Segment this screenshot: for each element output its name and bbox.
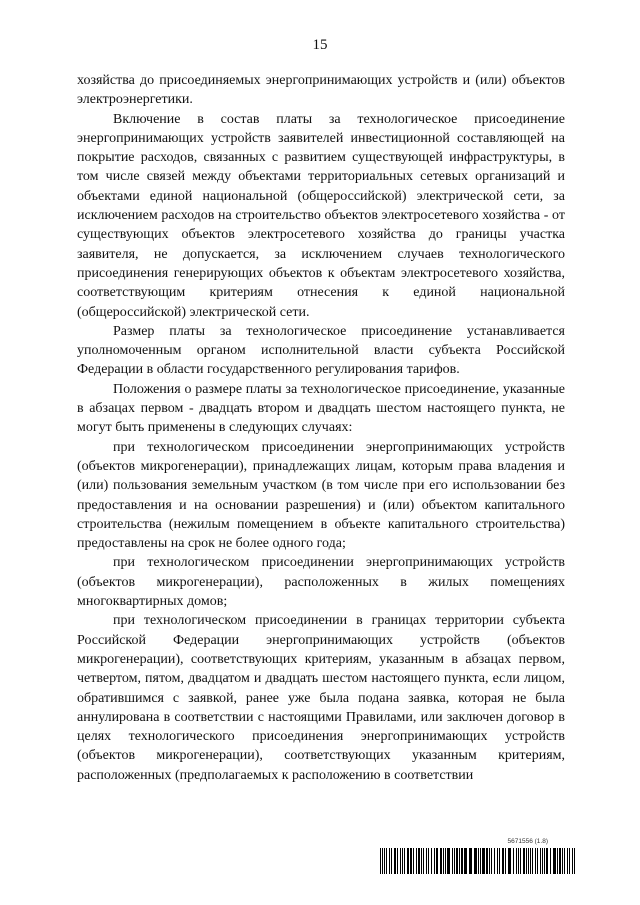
barcode-bar: [535, 848, 536, 874]
barcode-bar: [384, 848, 385, 874]
barcode-bar: [567, 848, 568, 874]
paragraph-6: при технологическом присоединении энергопринимающих устройств (объектов микрогенерации), расположенных в жилых помещениях многоквартирных домов;: [77, 555, 565, 610]
barcode-bar: [469, 848, 472, 874]
paragraph-3: Размер платы за технологическое присоединение устанавливается уполномоченным органом исполнительной власти субъекта Российской Федерации в области государственного регулирования тарифов.: [77, 323, 565, 378]
barcode-bar: [499, 848, 500, 874]
barcode-bar: [382, 848, 383, 874]
barcode-bar: [447, 848, 450, 874]
barcode-bar: [532, 848, 533, 874]
page-number: 15: [312, 37, 328, 53]
barcode-bar: [520, 848, 521, 874]
barcode-bar: [431, 848, 432, 874]
barcode-bar: [423, 848, 424, 874]
barcode-bar: [421, 848, 422, 874]
barcode-bar: [426, 848, 427, 874]
barcode-bar: [544, 848, 545, 874]
barcode-bar: [410, 848, 412, 874]
barcode-bar: [461, 848, 463, 874]
barcode-bar: [480, 848, 481, 874]
barcode-bar: [491, 848, 492, 874]
barcode-bar: [380, 848, 381, 874]
barcode-bar: [523, 848, 525, 874]
barcode-bar: [572, 848, 573, 874]
barcode-bar: [413, 848, 414, 874]
barcode-bar: [553, 848, 556, 874]
barcode-bar: [454, 848, 455, 874]
barcode-bar: [497, 848, 498, 874]
paragraph-4: Положения о размере платы за технологическое присоединение, указанные в абзацах первом - двадцать втором и двадцать шестом настоящего пункта, не могут быть применены в следующих случаях:: [77, 381, 565, 436]
barcode-bar: [513, 848, 514, 874]
barcode-bar: [482, 848, 485, 874]
barcode-bar: [443, 848, 444, 874]
barcode-bar: [564, 848, 565, 874]
barcode-bar: [542, 848, 543, 874]
barcode-bar: [445, 848, 446, 874]
barcode-bar: [394, 848, 396, 874]
barcode-bar: [546, 848, 548, 874]
barcode-bar: [400, 848, 401, 874]
barcode-bar: [502, 848, 504, 874]
barcode-bar: [452, 848, 453, 874]
barcode-bar: [434, 848, 435, 874]
barcode-bar: [386, 848, 387, 874]
paragraph-7: при технологическом присоединении в границах территории субъекта Российской Федерации энергопринимающих устройств (объектов микрогенерации), соответствующих критериям, указанным в абзацах первом, четвертом, пятом, двадцатом и двадцать шестом настоящего пункта, если лицом, обратившимся с заявкой, ранее уже была подана заявка, которая не была аннулирована в соответствии с настоящими Правилами, или заключен договор в целях технологического присоединения энергопринимающих устройств (объектов микрогенерации), соответствующих указанным критериям, расположенных (предполагаемых к расположению в соответствии: [77, 613, 565, 783]
barcode-bar: [397, 848, 398, 874]
document-code: 5671556 (1.8): [507, 838, 548, 845]
barcode-bar: [407, 848, 409, 874]
barcode-bar: [494, 848, 495, 874]
barcode-bar: [505, 848, 506, 874]
barcode-bar: [456, 848, 458, 874]
body-text: [77, 71, 565, 785]
barcode-bar: [528, 848, 529, 874]
barcode-bar: [478, 848, 479, 874]
barcode-bar: [389, 848, 390, 874]
barcode-bar: [436, 848, 438, 874]
barcode-bar: [474, 848, 477, 874]
barcode-bar: [418, 848, 420, 874]
barcode-bar: [404, 848, 405, 874]
paragraph-5: при технологическом присоединении энергопринимающих устройств (объектов микрогенерации), принадлежащих лицам, которым права владения и (или) пользования земельным участком (в том числе при его использовании без предоставления и на основании разрешения) и (или) объектом капитального строительства (нежилым помещением в объекте капитального строительства) предоставлены на срок не более одного года;: [77, 439, 565, 552]
barcode-bar: [508, 848, 511, 874]
barcode-bar: [402, 848, 403, 874]
barcode-bar: [562, 848, 563, 874]
barcode-bar: [516, 848, 517, 874]
barcode-bar: [486, 848, 488, 874]
barcode-bar: [526, 848, 527, 874]
barcode-bar: [557, 848, 558, 874]
barcode-bar: [518, 848, 519, 874]
barcode-bar: [537, 848, 538, 874]
barcode-bar: [464, 848, 467, 874]
barcode-bar: [559, 848, 561, 874]
barcode-bar: [540, 848, 541, 874]
barcode-bar: [569, 848, 570, 874]
barcode-bar: [489, 848, 490, 874]
barcode-bar: [574, 848, 575, 874]
barcode-bar: [459, 848, 460, 874]
barcode-bar: [550, 848, 551, 874]
paragraph-1: хозяйства до присоединяемых энергопринимающих устройств и (или) объектов электроэнергетики.: [77, 73, 565, 108]
barcode-bar: [440, 848, 442, 874]
paragraph-2: Включение в состав платы за технологическое присоединение энергопринимающих устройств заявителей инвестиционной составляющей на покрытие расходов, связанных с развитием существующей инфраструктуры, в том числе связей между объектами территориальных сетевых организаций и объектами единой национальной (общероссийской) электрической сети, за исключением расходов на строительство объектов электросетевого хозяйства - от существующих объектов электросетевого хозяйства до границы участка заявителя, не допускается, за исключением случаев технологического присоединения генерирующих объектов к объектам электросетевого хозяйства, соответствующим критериям отнесения к единой национальной (общероссийской) электрической сети.: [77, 111, 565, 320]
barcode-bar: [428, 848, 429, 874]
barcode-bar: [391, 848, 392, 874]
barcode-image: [380, 848, 575, 874]
barcode-bar: [416, 848, 417, 874]
barcode-bar: [530, 848, 531, 874]
